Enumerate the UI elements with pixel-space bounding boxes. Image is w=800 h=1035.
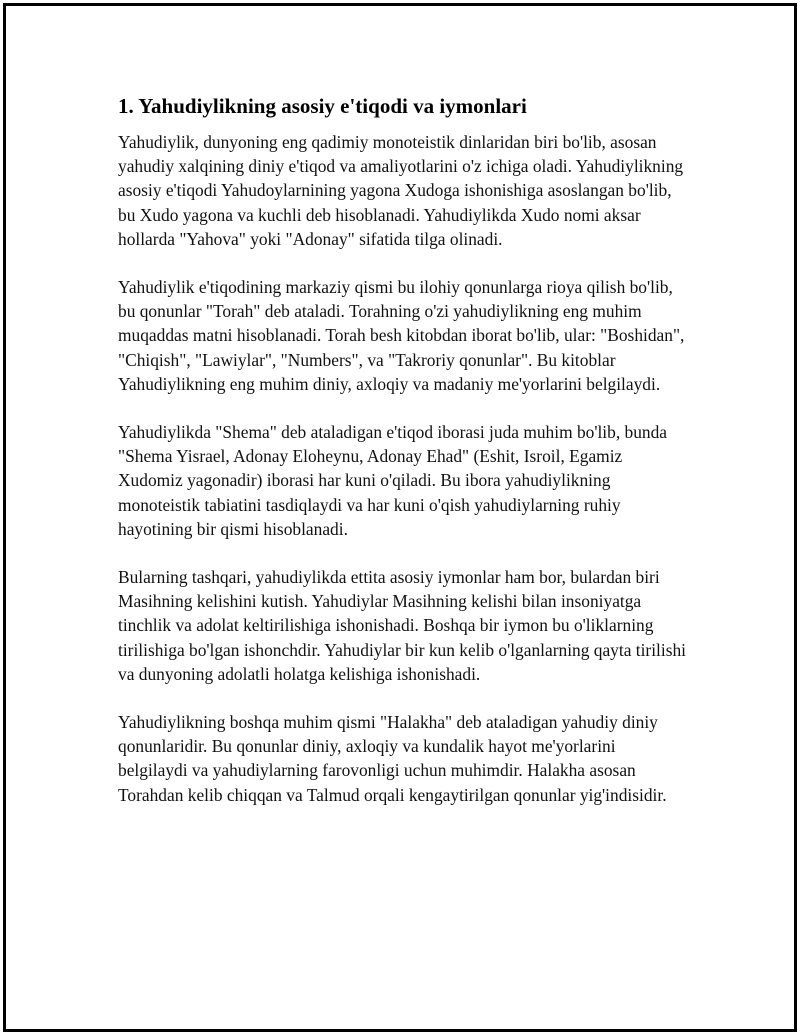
- paragraph-beliefs: Bularning tashqari, yahudiylikda ettita asosiy iymonlar ham bor, bulardan biri Masihning kelishini kutish. Yahudiylar Masihning kelishi bilan insoniyatga tinchlik va adolat keltirilishiga ishonishadi. Boshqa bir iymon bu o'liklarning tirilishiga bo'lgan ishonchdir. Yahudiylar bir kun kelib o'lganlarning qayta tirilishi va dunyoning adolatli holatga kelishiga ishonishadi.: [118, 567, 687, 684]
- document-body: [118, 92, 688, 831]
- paragraph-shema: Yahudiylikda "Shema" deb ataladigan e'tiqod iborasi juda muhim bo'lib, bunda "Shema Yisrael, Adonay Eloheynu, Adonay Ehad" (Eshit, Isroil, Egamiz Xudomiz yagonadir) iborasi har kuni o'qiladi. Bu ibora yahudiylikning monoteistik tabiatini tasdiqlaydi va har kuni o'qish yahudiylarning ruhiy hayotining bir qismi hisoblanadi.: [118, 422, 668, 539]
- paragraph-halakha: Yahudiylikning boshqa muhim qismi "Halakha" deb ataladigan yahudiy diniy qonunlaridir. Bu qonunlar diniy, axloqiy va kundalik hayot me'yorlarini belgilaydi va yahudiylarning farovonligi uchun muhimdir. Halakha asosan Torahdan kelib chiqqan va Talmud orqali kengaytirilgan qonunlar yig'indisidir.: [118, 712, 667, 805]
- section-heading: 1. Yahudiylikning asosiy e'tiqodi va iymonlari: [118, 94, 527, 118]
- paragraph-torah: Yahudiylik e'tiqodining markaziy qismi bu ilohiy qonunlarga rioya qilish bo'lib, bu qonunlar "Torah" deb ataladi. Torahning o'zi yahudiylikning eng muhim muqaddas matni hisoblanadi. Torah besh kitobdan iborat bo'lib, ular: "Boshidan", "Chiqish", "Lawiylar", "Numbers", va "Takroriy qonunlar". Bu kitoblar Yahudiylikning eng muhim diniy, axloqiy va madaniy me'yorlarini belgilaydi.: [118, 277, 685, 394]
- paragraph-intro: Yahudiylik, dunyoning eng qadimiy monoteistik dinlaridan biri bo'lib, asosan yahudiy xalqining diniy e'tiqod va amaliyotlarini o'z ichiga oladi. Yahudiylikning asosiy e'tiqodi Yahudoylarnining yagona Xudoga ishonishiga asoslangan bo'lib, bu Xudo yagona va kuchli deb hisoblanadi. Yahudiylikda Xudo nomi aksar hollarda "Yahova" yoki "Adonay" sifatida tilga olinadi.: [118, 132, 684, 249]
